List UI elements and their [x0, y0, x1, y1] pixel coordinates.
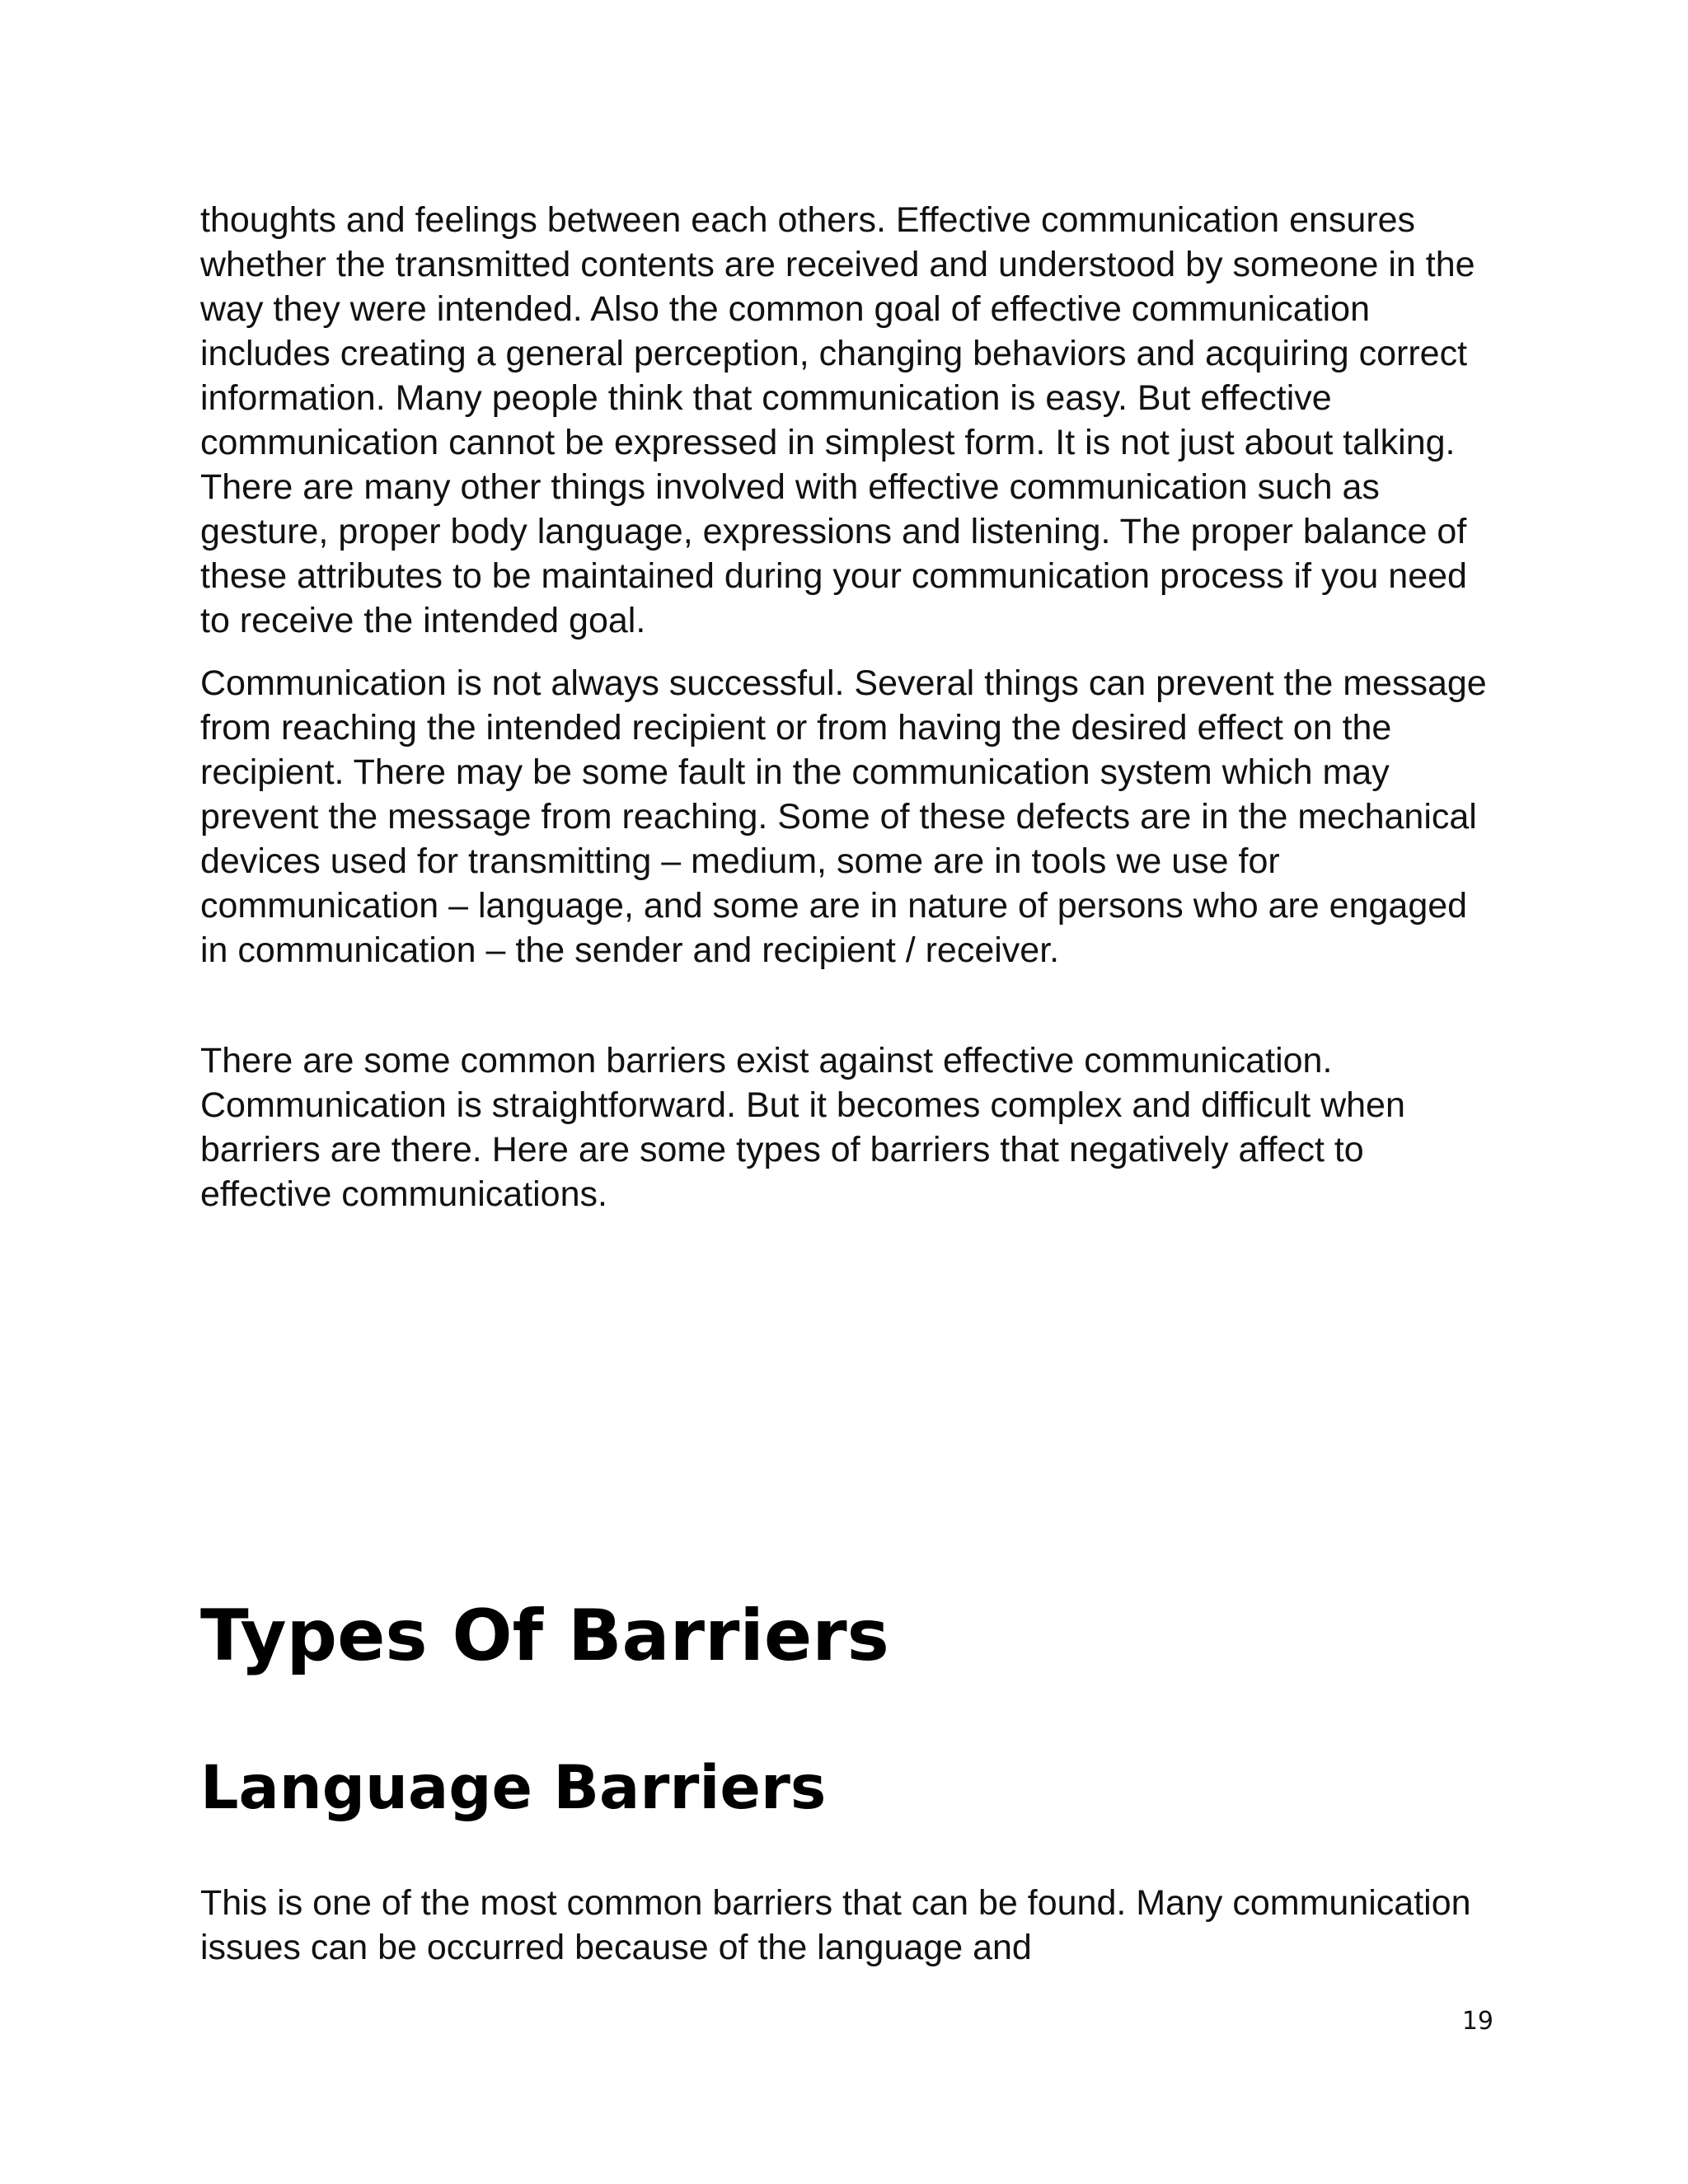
heading-language-barriers: Language Barriers	[200, 1753, 827, 1823]
paragraph-communication-failure: Communication is not always successful. Several things can prevent the message from reaching the intended recipient or from having the desired effect on the recipient. There may be some fault in the communication system which may prevent the message from reaching. Some of these defects are in the mechanical devices used for transmitting – medium, some are in tools we use for communication – language, and some are in nature of persons who are engaged in communication – the sender and recipient / receiver.	[200, 663, 1487, 970]
page-number: 19	[1461, 2007, 1493, 2036]
paragraph-language-barriers: This is one of the most common barriers that can be found. Many communication issues can be occurred because of the language and	[200, 1883, 1471, 1967]
heading-types-of-barriers: Types Of Barriers	[200, 1595, 889, 1677]
paragraph-common-barriers: There are some common barriers exist against effective communication. Communication is straightforward. But it becomes complex and difficult when barriers are there. Here are some types of barriers that negatively affect to effective communications.	[200, 1041, 1405, 1214]
paragraph-communication-intro: thoughts and feelings between each others. Effective communication ensures whether the transmitted contents are received and understood by someone in the way they were intended. Also the common goal of effective communication includes creating a general perception, changing behaviors and acquiring correct information. Many people think that communication is easy. But effective communication cannot be expressed in simplest form. It is not just about talking. There are many other things involved with effective communication such as gesture, proper body language, expressions and listening. The proper balance of these attributes to be maintained during your communication process if you need to receive the intended goal.	[200, 200, 1475, 640]
